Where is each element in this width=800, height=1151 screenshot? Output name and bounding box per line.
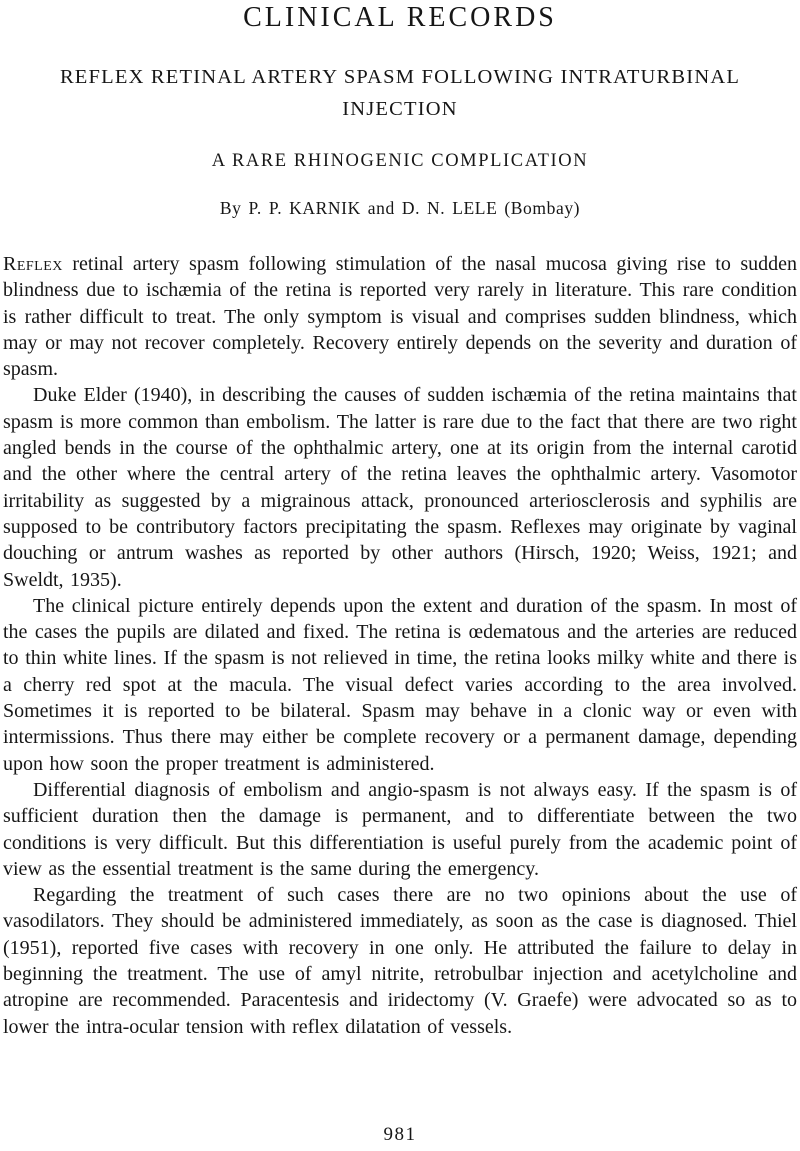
byline: By P. P. KARNIK and D. N. LELE (Bombay) (219, 198, 581, 218)
paragraph-2: Duke Elder (1940), in describing the causes of sudden ischæmia of the retina maintains that spasm is more common than embolism. The latter is rare due to the fact that there are two right angled bends in the course of the ophthalmic artery, one at its origin from the internal carotid and the other where the central artery of the retina leaves the ophthalmic artery. Vasomotor irritability as suggested by a migrainous attack, pronounced arteriosclerosis and syphilis are supposed to be contributory factors precipitating the spasm. Reflexes may originate by vaginal douching or antrum washes as reported by other authors (Hirsch, 1920; Weiss, 1921; and Sweldt, 1935). (3, 384, 797, 591)
article-title-line-2: INJECTION (342, 98, 458, 120)
paragraph-4: Differential diagnosis of embolism and angio-spasm is not always easy. If the spasm is of sufficient duration then the damage is permanent, and to differentiate between the two conditions is very difficult. But this differentiation is useful purely from the academic point of view as the essential treatment is the same during the emergency. (3, 778, 797, 880)
article-body (3, 251, 797, 1040)
paragraph-1-text: retinal artery spasm following stimulation of the nasal mucosa giving rise to sudden blindness due to ischæmia of the retina is reported very rarely in literature. This rare condition is rather difficult to treat. The only symptom is visual and comprises sudden blindness, which may or may not recover completely. Recovery entirely depends on the severity and duration of spasm. (3, 253, 797, 381)
paragraph-5: Regarding the treatment of such cases there are no two opinions about the use of vasodilators. They should be administered immediately, as soon as the case is diagnosed. Thiel (1951), reported five cases with recovery in one only. He attributed the failure to delay in beginning the treatment. The use of amyl nitrite, retrobulbar injection and acetylcholine and atropine are recommended. Paracentesis and iridectomy (V. Graefe) were advocated so as to lower the intra-ocular tension with reflex dilatation of vessels. (3, 884, 797, 1038)
paragraph-1-lead-word: Reflex (3, 253, 63, 275)
article-title-line-1: REFLEX RETINAL ARTERY SPASM FOLLOWING INTRATURBINAL (59, 66, 741, 88)
article-title (3, 61, 797, 125)
paragraph-1 (3, 251, 797, 382)
section-title: CLINICAL RECORDS (243, 2, 557, 33)
article-subtitle: A RARE RHINOGENIC COMPLICATION (211, 151, 589, 171)
paragraph-3: The clinical picture entirely depends upon the extent and duration of the spasm. In most of the cases the pupils are dilated and fixed. The retina is œdematous and the arteries are reduced to thin white lines. If the spasm is not relieved in time, the retina looks milky white and there is a cherry red spot at the macula. The visual defect varies according to the area involved. Sometimes it is reported to be bilateral. Spasm may behave in a clonic way or even with intermissions. Thus there may either be complete recovery or a permanent damage, depending upon how soon the proper treatment is administered. (3, 594, 797, 775)
page-number: 981 (383, 1124, 417, 1145)
